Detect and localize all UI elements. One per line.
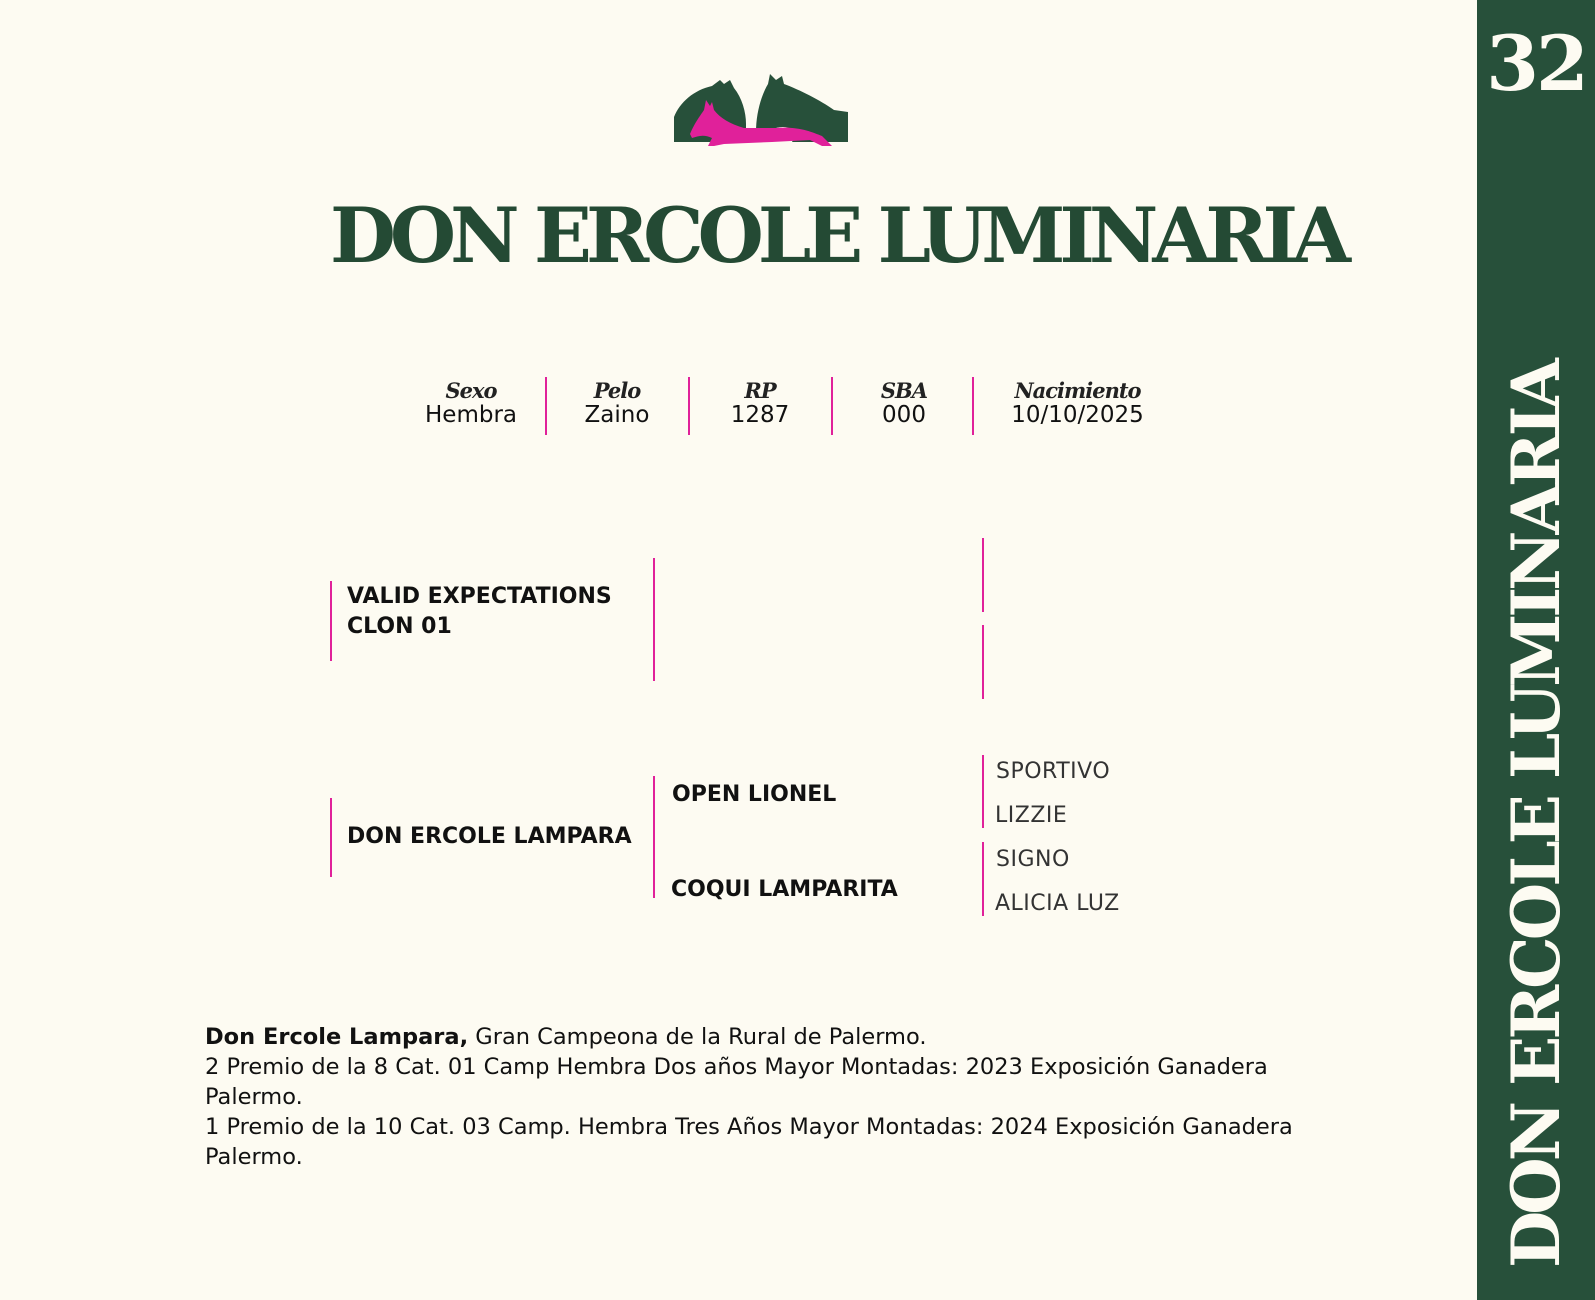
side-title-container <box>1477 362 1595 1268</box>
page-title: DON ERCOLE LUMINARIA <box>330 191 1345 280</box>
info-pelo-value: Zaino <box>584 402 650 428</box>
pedigree-dam-dam-sire: SIGNO <box>996 847 1070 872</box>
info-nacimiento-value: 10/10/2025 <box>1011 402 1144 428</box>
info-pelo-label: Pelo <box>593 378 641 403</box>
pedigree-sire-line <box>330 581 332 661</box>
info-divider <box>545 377 547 435</box>
pedigree-sire <box>347 582 612 642</box>
notes-line-2: 2 Premio de la 8 Cat. 01 Camp Hembra Dos años Mayor Montadas: 2023 Exposición Ganadera Palermo. <box>205 1054 1268 1110</box>
info-divider <box>972 377 974 435</box>
pedigree-dam-line <box>330 798 332 877</box>
pedigree-sire-grandparents-line <box>982 625 984 699</box>
info-sexo-value: Hembra <box>425 402 517 428</box>
pedigree-dam-dam-parents-line <box>982 842 984 916</box>
pedigree-dam-parents-line <box>653 776 655 898</box>
info-nacimiento <box>1000 380 1155 428</box>
sidebar <box>1477 0 1595 1300</box>
lot-number: 32 <box>1486 19 1586 108</box>
notes-line-1 <box>205 1022 1335 1052</box>
side-title: DON ERCOLE LUMINARIA <box>1497 362 1575 1268</box>
pedigree-sire-line1: VALID EXPECTATIONS <box>347 584 612 609</box>
pedigree-dam-dam-dam: ALICIA LUZ <box>995 891 1120 916</box>
pedigree-dam: DON ERCOLE LAMPARA <box>347 824 632 849</box>
info-pelo <box>567 380 667 428</box>
pedigree-dam-sire-dam: LIZZIE <box>995 803 1068 828</box>
pedigree-dam-sire: OPEN LIONEL <box>672 782 837 807</box>
achievements-notes <box>205 1022 1335 1172</box>
info-rp <box>710 380 810 428</box>
info-rp-value: 1287 <box>730 402 790 428</box>
pedigree-dam-dam: COQUI LAMPARITA <box>671 877 898 902</box>
info-sba-label: SBA <box>880 378 928 403</box>
pedigree-sire-parents-line <box>653 558 655 681</box>
pedigree-sire-line2: CLON 01 <box>347 614 452 639</box>
pedigree-sire-grandparents-line <box>982 538 984 612</box>
notes-bold-name: Don Ercole Lampara, <box>205 1024 469 1050</box>
info-divider <box>831 377 833 435</box>
info-nacimiento-label: Nacimiento <box>1014 378 1141 403</box>
pedigree-dam-sire-parents-line <box>982 755 984 828</box>
horse-heads-logo-icon <box>672 72 858 148</box>
info-rp-label: RP <box>744 378 776 403</box>
info-sba-value: 000 <box>882 402 926 428</box>
info-sexo <box>415 380 527 428</box>
notes-line-1-rest: Gran Campeona de la Rural de Palermo. <box>468 1024 927 1050</box>
info-divider <box>688 377 690 435</box>
info-sexo-label: Sexo <box>445 378 497 403</box>
notes-line-3: 1 Premio de la 10 Cat. 03 Camp. Hembra Tres Años Mayor Montadas: 2024 Exposición Ganadera Palermo. <box>205 1114 1293 1170</box>
pedigree-dam-sire-sire: SPORTIVO <box>996 759 1111 784</box>
info-sba <box>854 380 954 428</box>
